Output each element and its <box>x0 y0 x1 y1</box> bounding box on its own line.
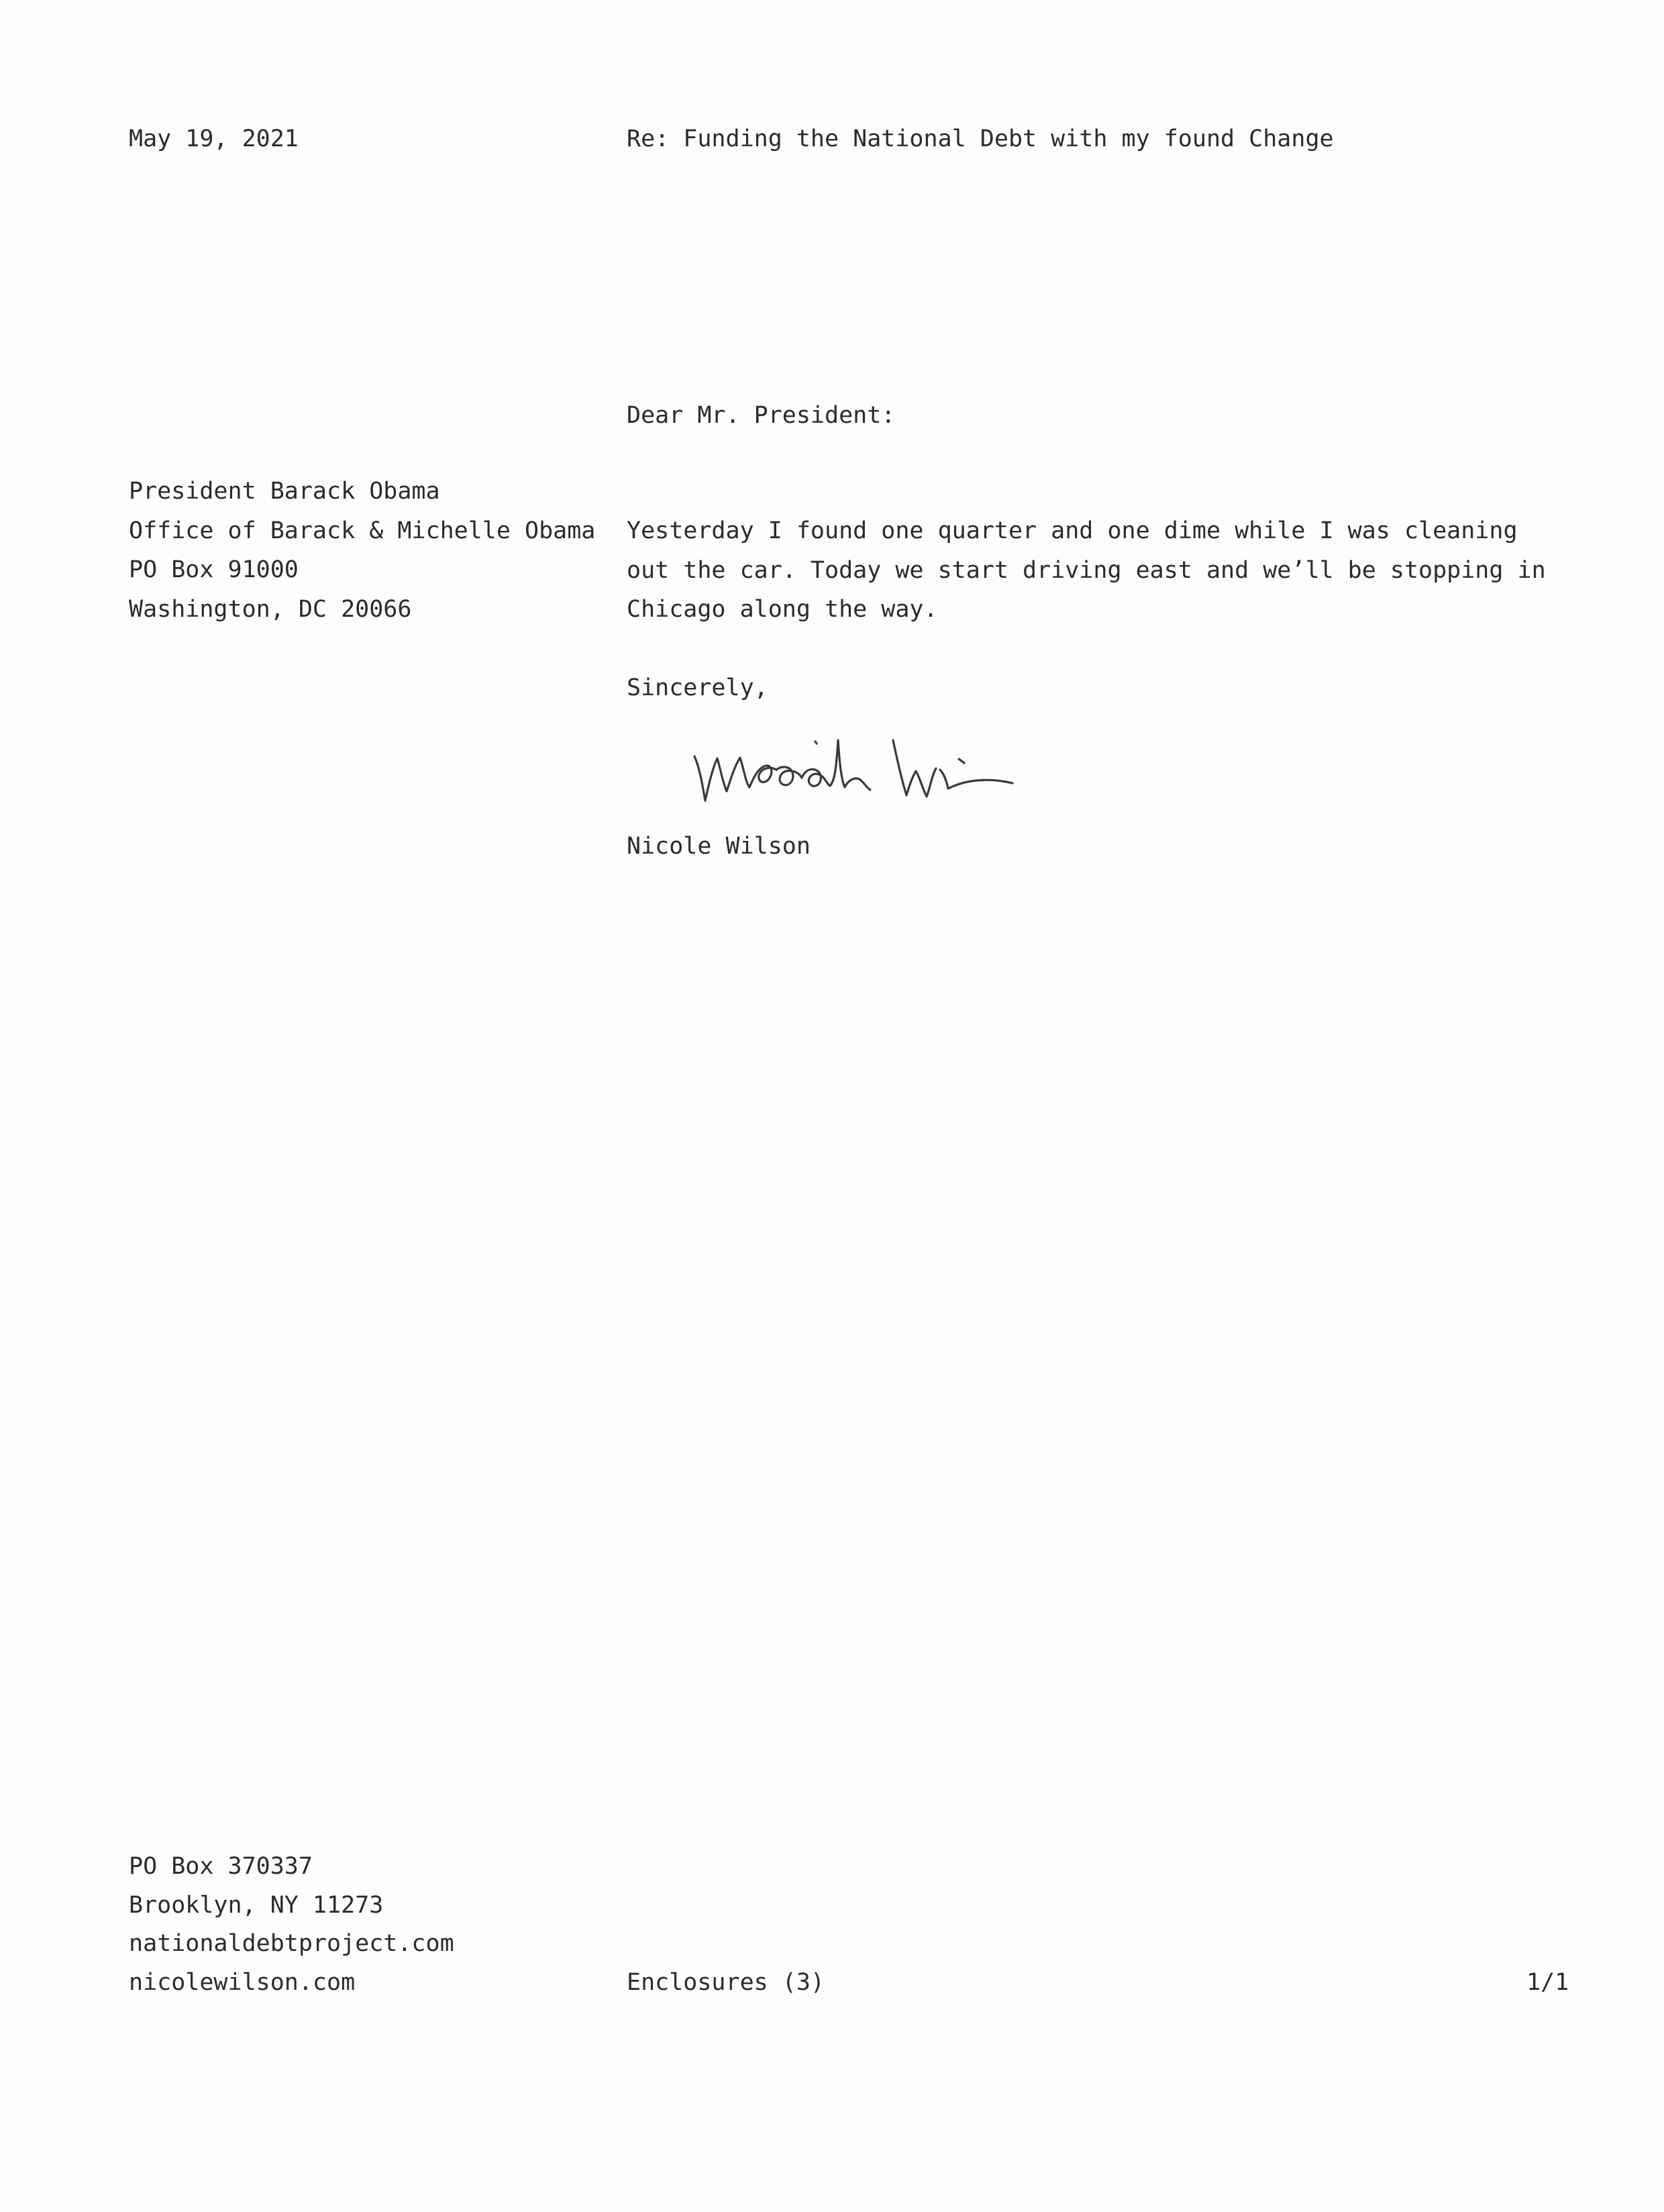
recipient-line: PO Box 91000 <box>129 556 299 583</box>
closing: Sincerely, <box>627 674 768 701</box>
body-line: Yesterday I found one quarter and one dime while I was cleaning <box>627 517 1518 544</box>
signature-stroke <box>802 740 870 790</box>
recipient-line: President Barack Obama <box>129 478 440 505</box>
salutation: Dear Mr. President: <box>627 402 896 429</box>
sender-website: nicolewilson.com <box>129 1968 356 1996</box>
sender-address <box>129 1848 454 2002</box>
body-paragraph <box>627 511 1546 630</box>
recipient-line: Office of Barack & Michelle Obama <box>129 517 596 544</box>
body-line: Chicago along the way. <box>627 596 938 623</box>
signature-stroke <box>815 742 817 744</box>
recipient-address <box>129 472 595 629</box>
handwritten-signature <box>688 721 1037 815</box>
signature-stroke <box>694 756 776 801</box>
signature-stroke <box>940 770 1012 789</box>
letter-date: May 19, 2021 <box>129 125 299 152</box>
signature-stroke <box>959 759 964 763</box>
body-line: out the car. Today we start driving east and we’ll be stopping in <box>627 556 1546 584</box>
page-number: 1/1 <box>1526 1969 1569 1996</box>
sender-line: Brooklyn, NY 11273 <box>129 1891 384 1919</box>
recipient-line: Washington, DC 20066 <box>129 595 412 623</box>
signer-name: Nicole Wilson <box>627 833 811 860</box>
enclosures-note: Enclosures (3) <box>627 1969 825 1996</box>
signature-stroke <box>893 740 936 797</box>
signature-stroke <box>776 767 802 785</box>
sender-line: PO Box 370337 <box>129 1853 313 1880</box>
letter-subject: Re: Funding the National Debt with my found Change <box>627 125 1334 152</box>
sender-website: nationaldebtproject.com <box>129 1930 454 1957</box>
